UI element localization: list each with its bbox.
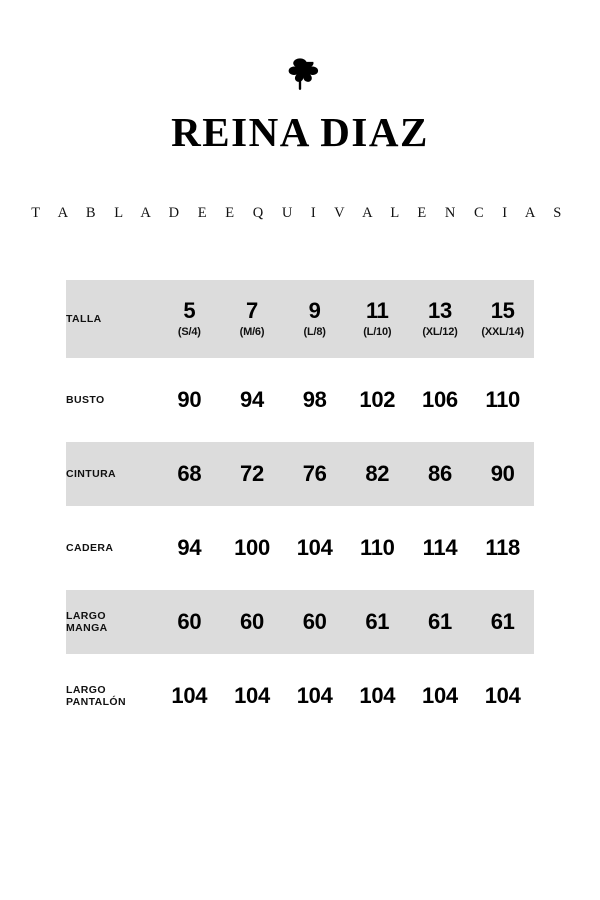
cell-largo-pantalon-1: 104	[234, 683, 270, 708]
cell-cintura-4: 86	[428, 461, 452, 486]
cell-largo-manga-0: 60	[177, 609, 202, 634]
cell-cintura-5: 90	[490, 461, 515, 486]
row-label-largo-pantalon-line1: LARGO	[66, 683, 106, 696]
header-equiv-5: (XXL/14)	[481, 326, 524, 339]
cell-cintura-3: 82	[365, 461, 390, 486]
cell-largo-pantalon-5: 104	[484, 683, 521, 708]
cell-busto-2: 98	[302, 387, 327, 412]
cell-largo-pantalon-0: 104	[171, 683, 208, 708]
header-cell-0	[158, 280, 221, 358]
table-row	[66, 664, 534, 728]
spacer-cell	[66, 432, 534, 442]
cell-busto-0: 90	[177, 387, 202, 412]
cell-cadera-0: 94	[177, 535, 202, 560]
cell-largo-pantalon-2: 104	[296, 683, 333, 708]
brand-header	[0, 0, 600, 153]
row-label-busto: BUSTO	[66, 393, 105, 406]
spacer-cell	[66, 358, 534, 368]
table-spacer	[66, 358, 534, 368]
cell-largo-pantalon-3: 104	[359, 683, 396, 708]
cell-cintura-2: 76	[302, 461, 327, 486]
table-header-row	[66, 280, 534, 358]
table-spacer	[66, 432, 534, 442]
row-label-cintura: CINTURA	[66, 467, 117, 480]
cell-cintura-0: 68	[177, 461, 202, 486]
clover-monogram-icon	[273, 50, 327, 104]
header-equiv-4: (XL/12)	[422, 326, 458, 339]
header-label: TALLA	[66, 312, 102, 325]
cell-busto-5: 110	[485, 387, 520, 412]
cell-cadera-3: 110	[360, 535, 395, 560]
table-spacer	[66, 506, 534, 516]
header-size-2: 9	[308, 298, 321, 324]
row-label-largo-pantalon	[66, 664, 158, 728]
cell-largo-manga-5: 61	[490, 609, 515, 634]
header-cell-4	[409, 280, 472, 358]
table-spacer	[66, 654, 534, 664]
row-label-largo-manga-line2: MANGA	[66, 622, 108, 634]
header-equiv-1: (M/6)	[239, 326, 265, 339]
brand-name: REINA DIAZ	[171, 109, 429, 155]
header-equiv-2: (L/8)	[303, 326, 326, 339]
header-equiv-0: (S/4)	[177, 326, 201, 339]
header-cell-2	[283, 280, 346, 358]
header-cell-5	[471, 280, 534, 358]
row-label-largo-pantalon-line2: PANTALÓN	[66, 696, 126, 708]
size-table-container	[0, 280, 600, 728]
cell-largo-manga-1: 60	[240, 609, 264, 634]
size-table	[66, 280, 534, 728]
cell-cadera-4: 114	[422, 535, 458, 560]
cell-busto-4: 106	[422, 387, 458, 412]
row-label-largo-manga	[66, 590, 158, 654]
header-size-4: 13	[428, 298, 452, 324]
header-equiv-3: (L/10)	[363, 326, 392, 339]
header-size-3: 11	[365, 298, 389, 324]
table-spacer	[66, 580, 534, 590]
header-size-5: 15	[490, 298, 515, 324]
cell-busto-1: 94	[240, 387, 264, 412]
row-label-cadera: CADERA	[66, 541, 114, 554]
cell-cadera-5: 118	[485, 535, 520, 560]
page-title: T A B L A D E E Q U I V A L E N C I A S	[31, 205, 569, 221]
spacer-cell	[66, 506, 534, 516]
spacer-cell	[66, 580, 534, 590]
table-row	[66, 516, 534, 580]
header-size-1: 7	[246, 298, 258, 324]
row-label-largo-manga-line1: LARGO	[66, 609, 106, 622]
table-row	[66, 590, 534, 654]
header-cell-3	[346, 280, 409, 358]
cell-cadera-2: 104	[296, 535, 333, 560]
header-cell-1	[221, 280, 284, 358]
cell-largo-manga-4: 61	[428, 609, 452, 634]
cell-largo-pantalon-4: 104	[422, 683, 458, 708]
header-size-0: 5	[183, 298, 196, 324]
cell-busto-3: 102	[359, 387, 396, 412]
table-row	[66, 442, 534, 506]
table-row	[66, 368, 534, 432]
cell-cadera-1: 100	[234, 535, 270, 560]
cell-largo-manga-3: 61	[365, 609, 390, 634]
spacer-cell	[66, 654, 534, 664]
cell-largo-manga-2: 60	[302, 609, 327, 634]
cell-cintura-1: 72	[240, 461, 264, 486]
